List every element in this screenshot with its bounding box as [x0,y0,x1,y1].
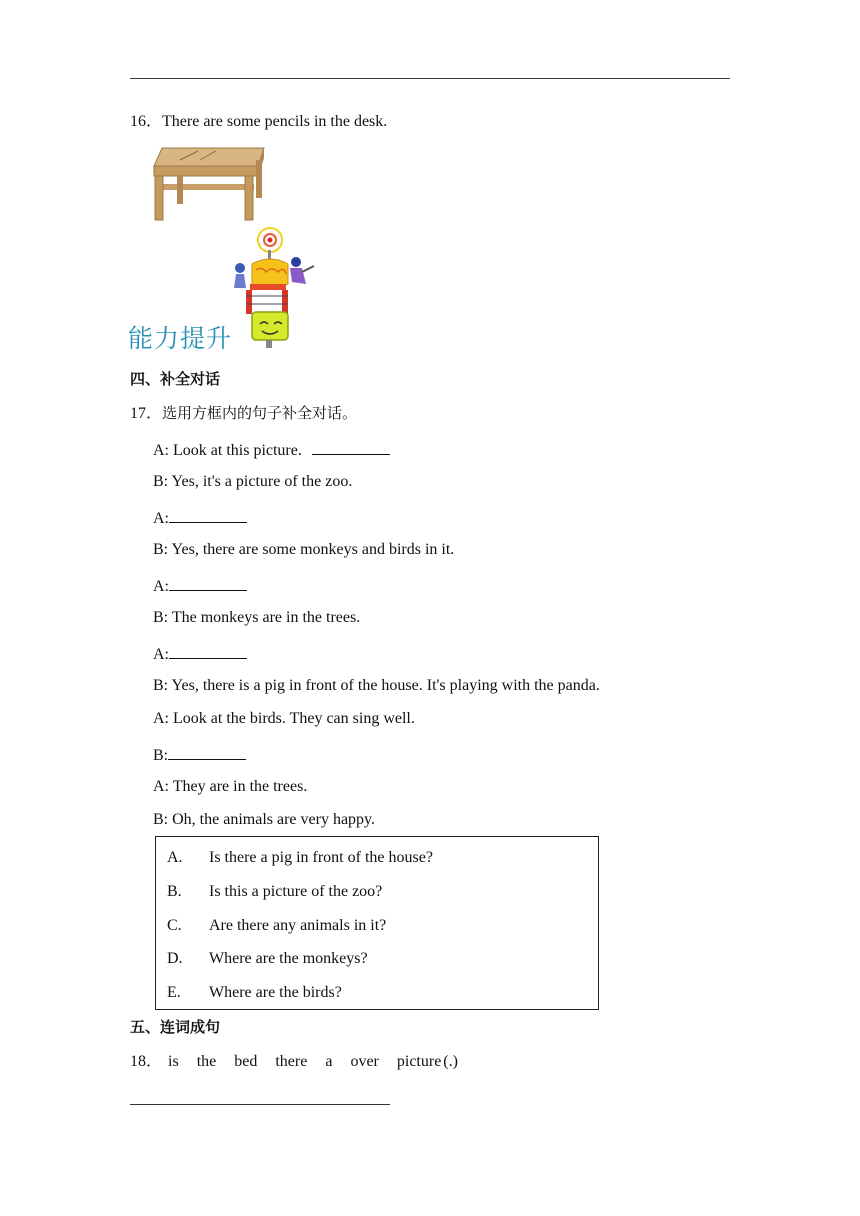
dialogue-text: Look at this picture. [169,442,302,459]
question-number: 17． [130,405,163,422]
word-token: there [275,1053,308,1070]
speaker-label: A: [153,578,169,595]
desk-icon [150,144,268,222]
word-token: the [196,1053,217,1070]
dialogue-line [153,542,454,558]
speaker-label: A: [153,442,169,459]
dialogue-text: The monkeys are in the trees. [168,609,361,626]
dialogue-line [153,779,307,795]
speaker-label: B: [153,811,169,828]
question-16 [130,114,387,130]
word-token: a [325,1053,333,1070]
dialogue-line [153,678,600,694]
question-17 [130,406,357,422]
question-number: 18． [130,1053,163,1070]
speaker-label: B: [153,677,169,694]
answer-blank[interactable] [168,745,246,760]
dialogue-line [153,610,360,626]
dialogue-line [153,474,352,490]
dialogue-text: Yes, it's a picture of the zoo. [168,473,353,490]
question-number: 16． [130,113,163,130]
dialogue-text: Yes, there is a pig in front of the house. It's playing with the panda. [168,677,600,694]
speaker-label: A: [153,646,169,663]
section-4-title: 四、补全对话 [130,370,221,388]
dialogue-line [153,644,247,663]
option-c [167,918,386,934]
robot-mascot-icon [232,226,316,352]
option-a [167,850,433,866]
speaker-label: B: [153,541,169,558]
option-text: Is this a picture of the zoo? [209,883,383,900]
speaker-label: A: [153,778,169,795]
dialogue-line [153,745,246,764]
section-5-title: 五、连词成句 [130,1018,221,1036]
question-18 [130,1054,476,1070]
dialogue-text: Yes, there are some monkeys and birds in it. [168,541,455,558]
speaker-label: B: [153,473,169,490]
option-letter: B. [167,883,182,900]
word-token: over [350,1053,379,1070]
dialogue-line [153,576,247,595]
option-text: Where are the monkeys? [209,950,368,967]
speaker-label: A: [153,510,169,527]
option-letter: C. [167,917,182,934]
answer-blank[interactable] [169,576,247,591]
answer-blank[interactable] [169,508,247,523]
dialogue-text: Oh, the animals are very happy. [168,811,376,828]
question-instruction: 选用方框内的句子补全对话。 [162,404,358,422]
word-token: is [168,1053,179,1070]
header-rule [130,78,730,79]
option-text: Is there a pig in front of the house? [209,849,433,866]
answer-blank[interactable] [312,440,390,455]
option-text: Where are the birds? [209,984,342,1001]
option-letter: A. [167,849,183,866]
dialogue-line [153,440,390,459]
speaker-label: B: [153,747,169,764]
question-sentence: There are some pencils in the desk. [162,113,388,130]
word-token: (.) [443,1053,458,1070]
word-token: picture [396,1053,442,1070]
dialogue-line [153,812,375,828]
dialogue-line [153,711,415,727]
speaker-label: A: [153,710,169,727]
answer-line[interactable] [130,1104,390,1105]
ability-heading: 能力提升 [128,324,233,353]
option-d [167,951,368,967]
dialogue-text: Look at the birds. They can sing well. [169,710,415,727]
option-letter: D. [167,950,183,967]
dialogue-text: They are in the trees. [169,778,308,795]
option-b [167,884,382,900]
answer-blank[interactable] [169,644,247,659]
option-letter: E. [167,984,181,1001]
options-box [155,836,599,1010]
option-text: Are there any animals in it? [209,917,387,934]
speaker-label: B: [153,609,169,626]
word-token: bed [234,1053,258,1070]
dialogue-line [153,508,247,527]
option-e [167,985,342,1001]
